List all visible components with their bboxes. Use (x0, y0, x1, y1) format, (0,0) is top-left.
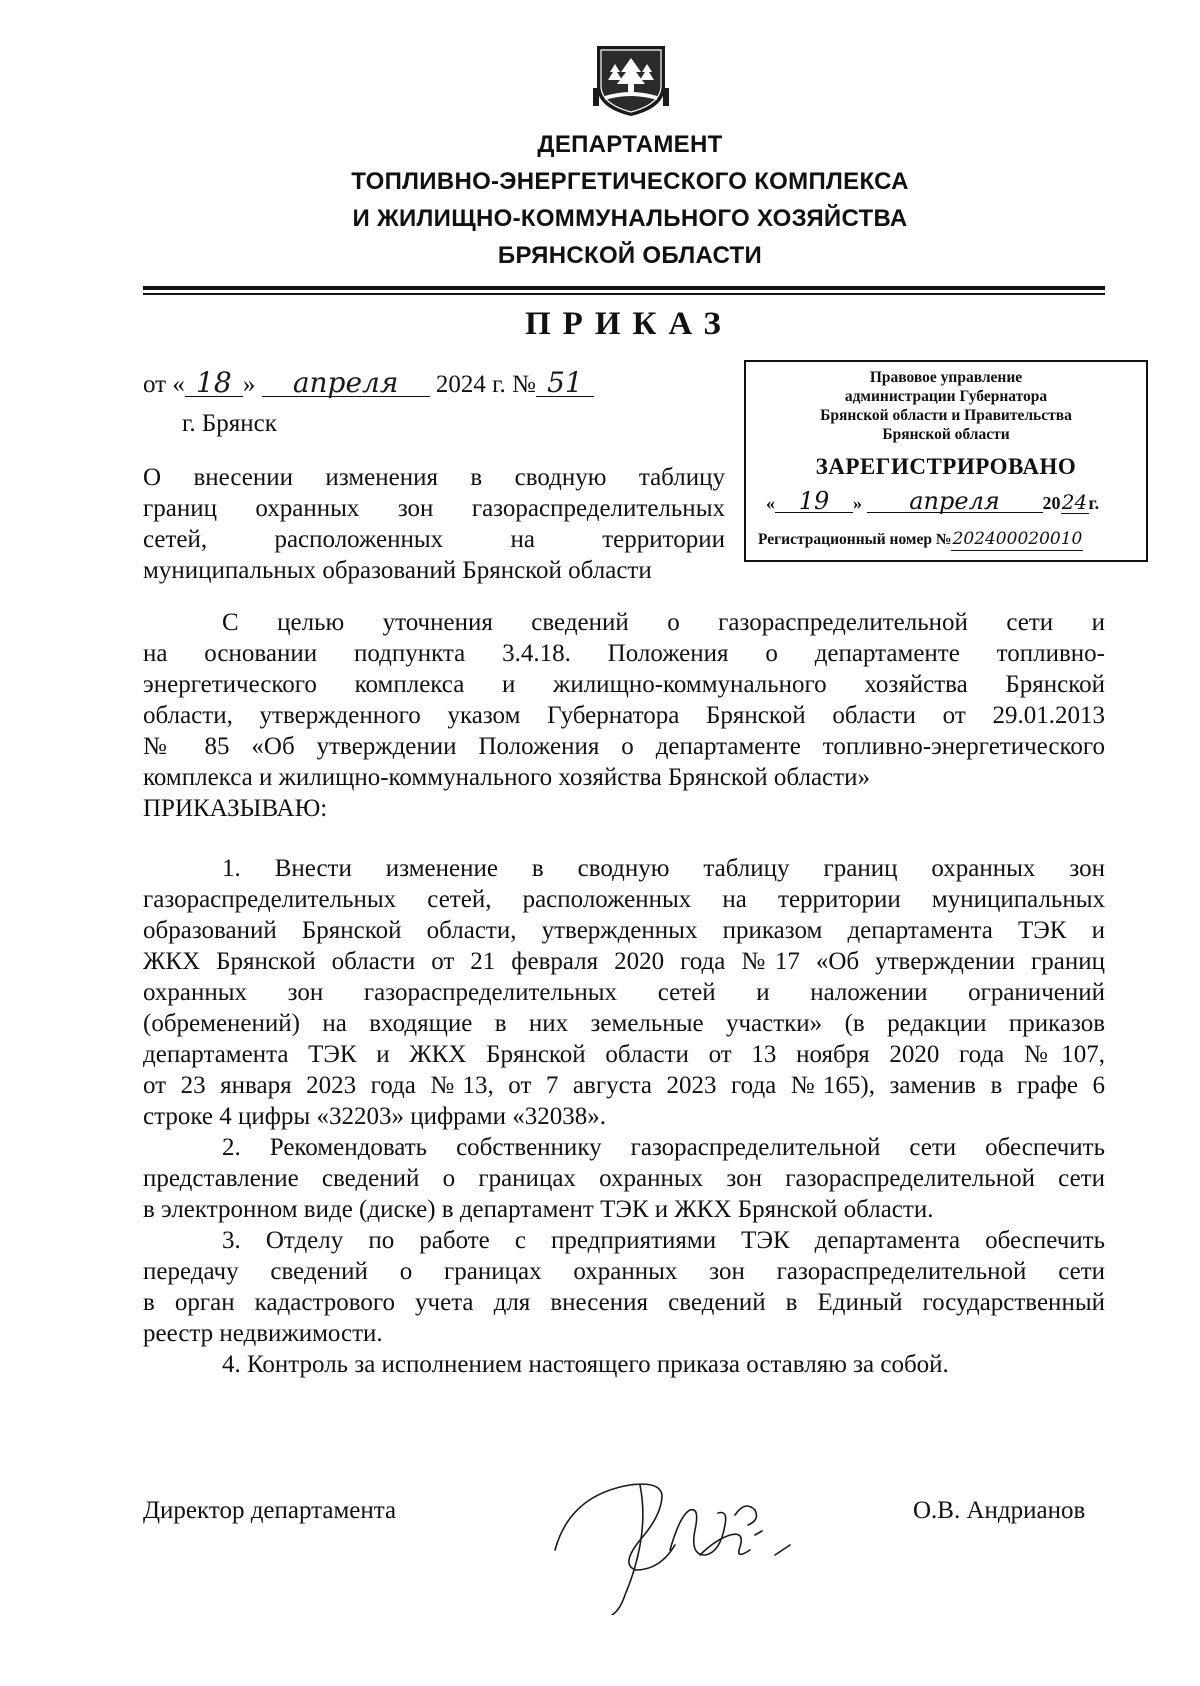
item-line: (обременений) на входящие в них земельные участки» (в редакции приказов (143, 1010, 1105, 1037)
coat-of-arms-icon (591, 42, 671, 118)
stamp-handwritten-year: 24 (1061, 490, 1088, 514)
stamp-year-end: г. (1088, 493, 1100, 513)
header-divider-thin (143, 293, 1105, 295)
item-line: в орган кадастрового учета для внесения сведений в Единый государственный (143, 1289, 1105, 1316)
subject-line: О внесении изменения в сводную таблицу (143, 464, 725, 491)
order-item-1 (143, 853, 1105, 1132)
item-line: образований Брянской области, утвержденных приказом департамента ТЭК и (143, 917, 1105, 944)
stamp-org-line: Брянской области (882, 426, 1010, 443)
stamp-quote-open: « (766, 493, 775, 513)
stamp-reg-label: Регистрационный номер № (758, 531, 952, 548)
item-line: 2. Рекомендовать собственнику газораспределительной сети обеспечить (222, 1134, 1105, 1161)
header-divider (143, 286, 1105, 290)
preamble-line: энергетического комплекса и жилищно-коммунального хозяйства Брянской (143, 671, 1105, 698)
item-line: 4. Контроль за исполнением настоящего приказа оставляю за собой. (222, 1351, 949, 1378)
item-line: 1. Внести изменение в сводную таблицу границ охранных зон (222, 855, 1105, 882)
preamble-line: на основании подпункта 3.4.18. Положения о департаменте топливно- (143, 640, 1105, 667)
stamp-handwritten-month: апреля (867, 490, 1043, 513)
item-line: охранных зон газораспределительных сетей и наложении ограничений (143, 979, 1105, 1006)
stamp-org-line: Правовое управление (869, 369, 1023, 386)
item-line: представление сведений о границах охранных зон газораспределительной сети (143, 1165, 1105, 1192)
item-line: департамента ТЭК и ЖКХ Брянской области от 13 ноября 2020 года №107, (143, 1041, 1105, 1068)
subject-line: сетей, расположенных на территории (143, 526, 725, 553)
item-line: в электронном виде (диске) в департамент ТЭК и ЖКХ Брянской области. (143, 1196, 934, 1223)
document-title: ПРИКАЗ (525, 306, 733, 342)
department-header (140, 126, 1120, 274)
registration-stamp (744, 360, 1148, 562)
order-word: ПРИКАЗЫВАЮ: (143, 795, 328, 822)
date-prefix: от « (143, 371, 185, 398)
preamble-line: комплекса и жилищно-коммунального хозяйства Брянской области» (143, 764, 870, 791)
order-subject (143, 462, 725, 586)
stamp-organization (746, 368, 1146, 444)
item-line: 3. Отделу по работе с предприятиями ТЭК департамента обеспечить (222, 1227, 1105, 1254)
stamp-org-line: администрации Губернатора (844, 388, 1048, 405)
order-date-line (143, 366, 594, 399)
handwritten-signature-icon (550, 1455, 850, 1615)
handwritten-day: 18 (185, 370, 243, 397)
order-number-label: № (512, 371, 536, 398)
signatory-role: Директор департамента (143, 1497, 397, 1524)
preamble-line: области, утвержденного указом Губернатора Брянской области от 29.01.2013 (143, 702, 1105, 729)
order-item-3 (143, 1225, 1105, 1349)
order-city: г. Брянск (182, 410, 277, 437)
item-line: реестр недвижимости. (143, 1320, 383, 1347)
stamp-status: ЗАРЕГИСТРИРОВАНО (815, 454, 1077, 479)
handwritten-month: апреля (262, 370, 430, 397)
order-year: 2024 г. (435, 371, 506, 398)
date-mid: » (242, 371, 256, 398)
handwritten-order-number: 51 (536, 370, 594, 397)
item-line: строке 4 цифры «32203» цифрами «32038». (143, 1103, 606, 1130)
item-line: от 23 января 2023 года №13, от 7 августа 2023 года №165), заменив в графе 6 (143, 1072, 1105, 1099)
stamp-org-line: Брянской области и Правительства (820, 407, 1072, 424)
subject-line: границ охранных зон газораспределительных (143, 495, 725, 522)
item-line: передачу сведений о границах охранных зон газораспределительной сети (143, 1258, 1105, 1285)
order-item-2 (143, 1132, 1105, 1225)
signatory-name: О.В. Андрианов (913, 1497, 1086, 1524)
stamp-quote-close: » (853, 493, 862, 513)
preamble (143, 607, 1105, 824)
item-line: газораспределительных сетей, расположенных на территории муниципальных (143, 886, 1105, 913)
stamp-date-line (766, 487, 1138, 515)
order-item-4 (143, 1349, 1105, 1380)
preamble-line: № 85 «Об утверждении Положения о департаменте топливно-энергетического (143, 733, 1105, 760)
preamble-line: С целью уточнения сведений о газораспределительной сети и (222, 609, 1105, 636)
item-line: ЖКХ Брянской области от 21 февраля 2020 года №17 «Об утверждении границ (143, 948, 1105, 975)
subject-line: муниципальных образований Брянской области (143, 557, 652, 584)
header-line: ТОПЛИВНО-ЭНЕРГЕТИЧЕСКОГО КОМПЛЕКСА (351, 168, 909, 195)
header-line: И ЖИЛИЩНО-КОММУНАЛЬНОГО ХОЗЯЙСТВА (352, 205, 908, 232)
header-line: БРЯНСКОЙ ОБЛАСТИ (497, 242, 763, 269)
stamp-handwritten-day: 19 (775, 490, 853, 513)
stamp-registration-row (758, 528, 1138, 551)
header-line: ДЕПАРТАМЕНТ (537, 131, 723, 158)
stamp-year-prefix: 20 (1042, 493, 1061, 513)
stamp-handwritten-reg-number: 202400020010 (952, 529, 1083, 549)
